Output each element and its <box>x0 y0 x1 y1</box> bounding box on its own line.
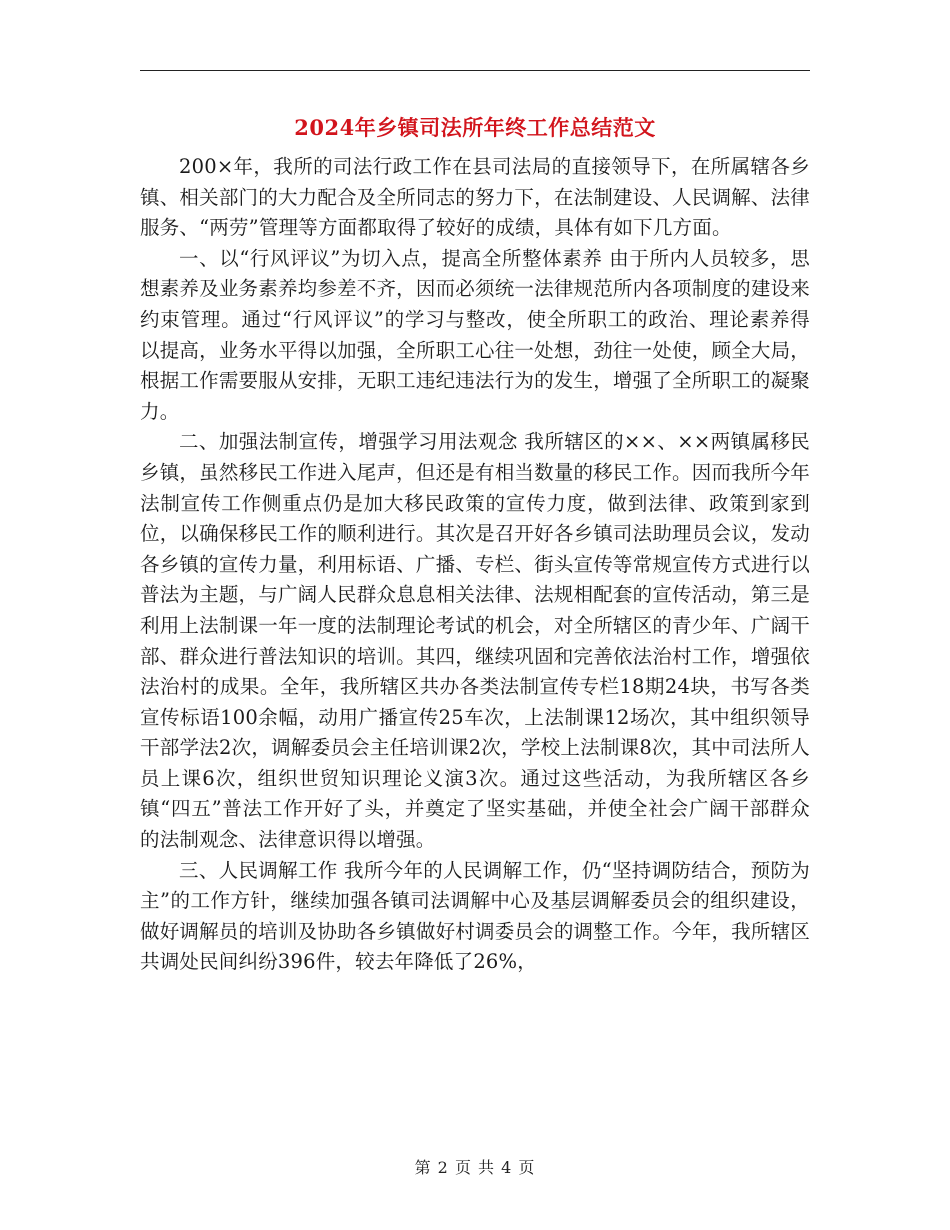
paragraph-section-1: 一、以“行风评议”为切入点，提高全所整体素养 由于所内人员较多，思想素养及业务素养均参差不齐，因而必须统一法律规范所内各项制度的建设来约束管理。通过“行风评议”的学习与整改，使全所职工的政治、理论素养得以提高，业务水平得以加强，全所职工心往一处想，劲往一处使，顾全大局，根据工作需要服从安排，无职工违纪违法行为的发生，增强了全所职工的凝聚力。 <box>140 246 810 423</box>
page-title: 2024年乡镇司法所年终工作总结范文 <box>294 115 656 140</box>
page-number: 第 2 页 共 4 页 <box>414 1158 536 1177</box>
paragraph-section-2: 二、加强法制宣传，增强学习用法观念 我所辖区的××、××两镇属移民乡镇，虽然移民工作进入尾声，但还是有相当数量的移民工作。因而我所今年法制宣传工作侧重点仍是加大移民政策的宣传力度，做到法律、政策到家到位，以确保移民工作的顺利进行。其次是召开好各乡镇司法助理员会议，发动各乡镇的宣传力量，利用标语、广播、专栏、街头宣传等常规宣传方式进行以普法为主题，与广阔人民群众息息相关法律、法规相配套的宣传活动，第三是利用上法制课一年一度的法制理论考试的机会，对全所辖区的青少年、广阔干部、群众进行普法知识的培训。其四，继续巩固和完善依法治村工作，增强依法治村的成果。全年，我所辖区共办各类法制宣传专栏18期24块，书写各类宣传标语100余幅，动用广播宣传25车次，上法制课12场次，其中组织领导干部学法2次，调解委员会主任培训课2次，学校上法制课8次，其中司法所人员上课6次，组织世贸知识理论义演3次。通过这些活动，为我所辖区各乡镇“四五”普法工作开好了头，并奠定了坚实基础，并使全社会广阔干部群众的法制观念、法律意识得以增强。 <box>140 430 810 852</box>
document-body <box>140 152 810 978</box>
paragraph-section-3: 三、人民调解工作 我所今年的人民调解工作，仍“坚持调防结合，预防为主”的工作方针，继续加强各镇司法调解中心及基层调解委员会的组织建设，做好调解员的培训及协助各乡镇做好村调委员会的调整工作。今年，我所辖区共调处民间纠纷396件，较去年降低了26%， <box>140 858 810 974</box>
paragraph-intro: 200×年，我所的司法行政工作在县司法局的直接领导下，在所属辖各乡镇、相关部门的大力配合及全所同志的努力下，在法制建设、人民调解、法律服务、“两劳”管理等方面都取得了较好的成绩，具体有如下几方面。 <box>140 155 810 240</box>
header-rule <box>140 70 810 71</box>
